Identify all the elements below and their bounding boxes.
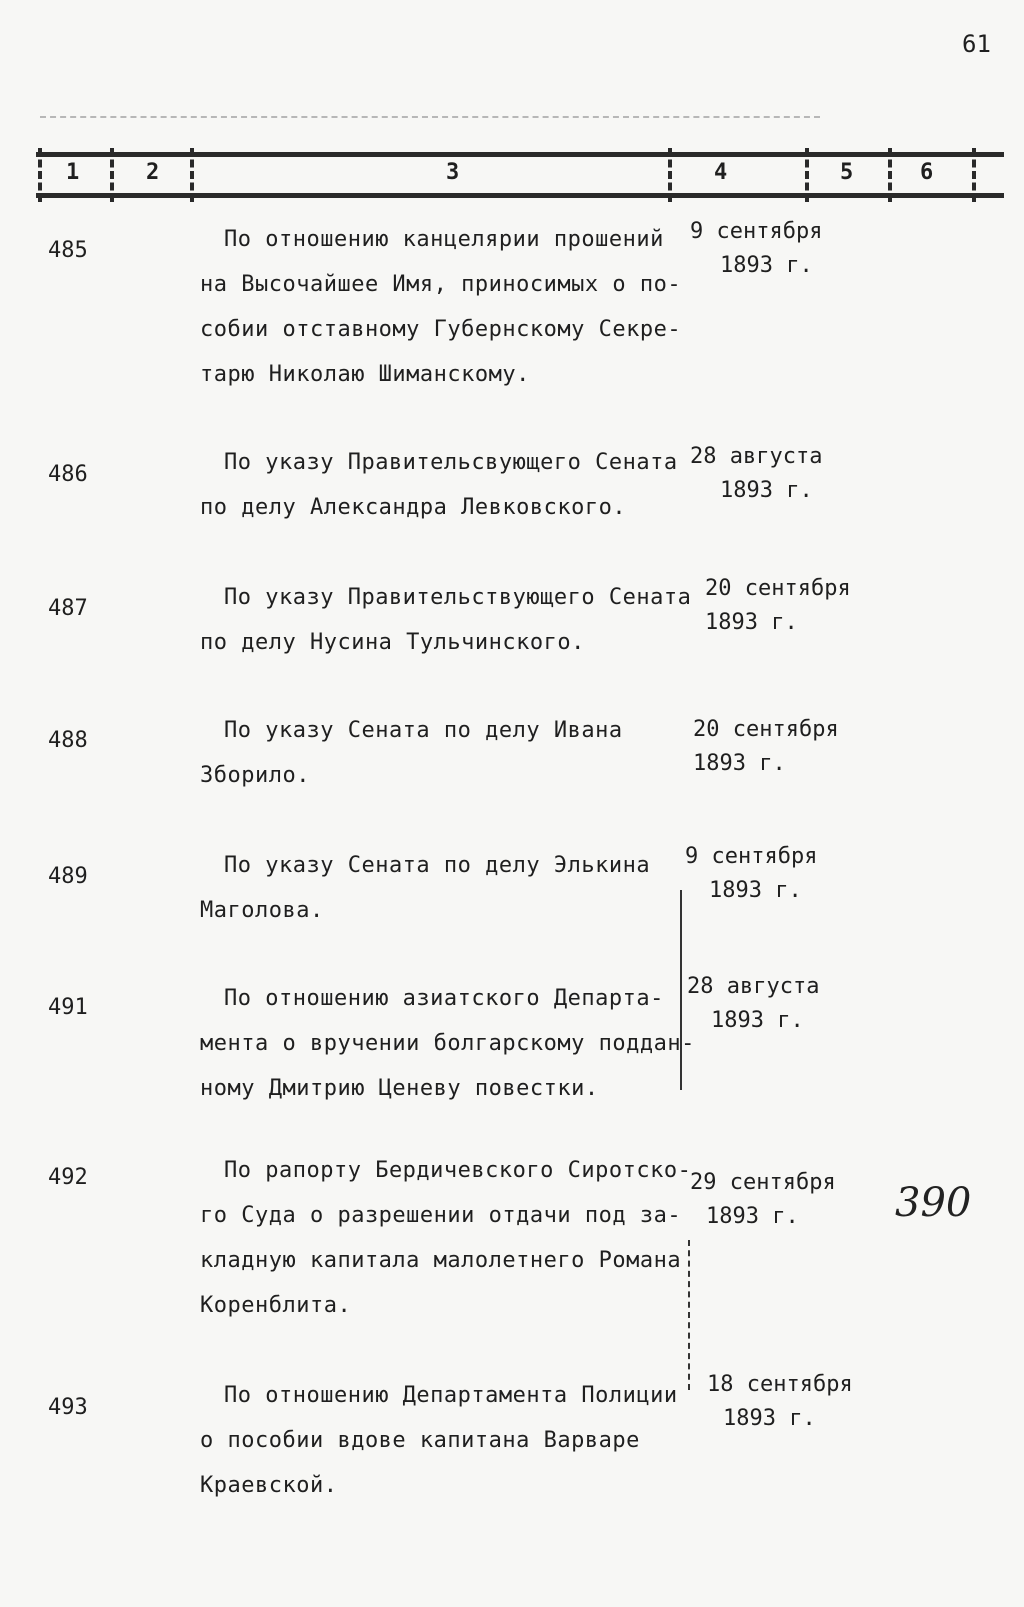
entry-number: 492: [48, 1165, 88, 1190]
text-line: По указу Сената по делу Ивана: [224, 718, 623, 743]
entry-number: 486: [48, 462, 88, 487]
column-header-3: 3: [446, 160, 460, 185]
text-line: кладную капитала малолетнего Романа: [200, 1248, 682, 1273]
year-text: 1893 г.: [705, 610, 798, 635]
text-line: мента о вручении болгарскому поддан-: [200, 1031, 695, 1056]
column-separator: [668, 148, 672, 202]
entry-date: [690, 1166, 836, 1234]
entry-description: [200, 1148, 690, 1328]
entry-number: 491: [48, 995, 88, 1020]
entry-description: [200, 575, 690, 665]
column-separator: [805, 148, 809, 202]
entry-date: [690, 440, 822, 508]
column-header-1: 1: [66, 160, 80, 185]
entry-date: [693, 713, 839, 781]
year-text: 1893 г.: [720, 253, 813, 278]
text-line: По указу Сената по делу Элькина: [224, 853, 651, 878]
date-text: 9 сентября: [685, 844, 818, 869]
text-line: Зборило.: [200, 763, 310, 788]
date-text: 20 сентября: [705, 576, 851, 601]
text-line: на Высочайшее Имя, приносимых о по-: [200, 272, 682, 297]
entry-number: 487: [48, 596, 88, 621]
date-text: 29 сентября: [690, 1170, 836, 1195]
text-line: По отношению канцелярии прошений: [224, 227, 664, 252]
text-line: По отношению азиатского Департа-: [224, 986, 664, 1011]
dashed-rule: [40, 116, 820, 118]
text-line: собии отставному Губернскому Секре-: [200, 317, 682, 342]
date-text: 28 августа: [687, 974, 820, 999]
text-line: По рапорту Бердичевского Сиротско-: [224, 1158, 692, 1183]
entry-number: 488: [48, 728, 88, 753]
text-line: о пособии вдове капитана Варваре: [200, 1428, 640, 1453]
text-line: го Суда о разрешении отдачи под за-: [200, 1203, 682, 1228]
column-rule: [688, 1240, 690, 1390]
entry-date: [707, 1368, 853, 1436]
year-text: 1893 г.: [723, 1406, 816, 1431]
entry-date: [687, 970, 819, 1038]
entry-number: 493: [48, 1395, 88, 1420]
text-line: Маголова.: [200, 898, 324, 923]
entry-description: [200, 843, 690, 933]
entry-date: [705, 572, 851, 640]
year-text: 1893 г.: [711, 1008, 804, 1033]
entry-number: 489: [48, 864, 88, 889]
text-line: по делу Нусина Тульчинского.: [200, 630, 585, 655]
year-text: 1893 г.: [720, 478, 813, 503]
column-separator: [972, 148, 976, 202]
column-separator: [110, 148, 114, 202]
header-bar: [36, 152, 1004, 198]
text-line: по делу Александра Левковского.: [200, 495, 627, 520]
text-line: Коренблита.: [200, 1293, 352, 1318]
year-text: 1893 г.: [693, 751, 786, 776]
entry-date: [690, 215, 822, 283]
column-header-6: 6: [920, 160, 934, 185]
entry-description: [200, 217, 690, 397]
entry-description: [200, 976, 695, 1111]
text-line: Краевской.: [200, 1473, 338, 1498]
handwritten-annotation: 390: [895, 1180, 972, 1226]
entry-description: [200, 440, 690, 530]
entry-date: [685, 840, 817, 908]
text-line: тарю Николаю Шиманскому.: [200, 362, 530, 387]
page-number: 61: [962, 30, 991, 58]
entry-description: [200, 708, 690, 798]
column-header-4: 4: [714, 160, 728, 185]
column-separator: [888, 148, 892, 202]
entry-description: [200, 1373, 690, 1508]
year-text: 1893 г.: [706, 1204, 799, 1229]
column-header-2: 2: [146, 160, 160, 185]
text-line: По отношению Департамента Полиции: [224, 1383, 678, 1408]
column-separator: [190, 148, 194, 202]
text-line: ному Дмитрию Ценеву повестки.: [200, 1076, 599, 1101]
column-header-5: 5: [840, 160, 854, 185]
text-line: По указу Правительсвующего Сената: [224, 450, 678, 475]
year-text: 1893 г.: [709, 878, 802, 903]
date-text: 18 сентября: [707, 1372, 853, 1397]
date-text: 9 сентября: [690, 219, 823, 244]
date-text: 20 сентября: [693, 717, 839, 742]
entry-number: 485: [48, 238, 88, 263]
column-separator: [38, 148, 42, 202]
column-rule: [680, 890, 682, 1090]
text-line: По указу Правительствующего Сената: [224, 585, 692, 610]
date-text: 28 августа: [690, 444, 823, 469]
